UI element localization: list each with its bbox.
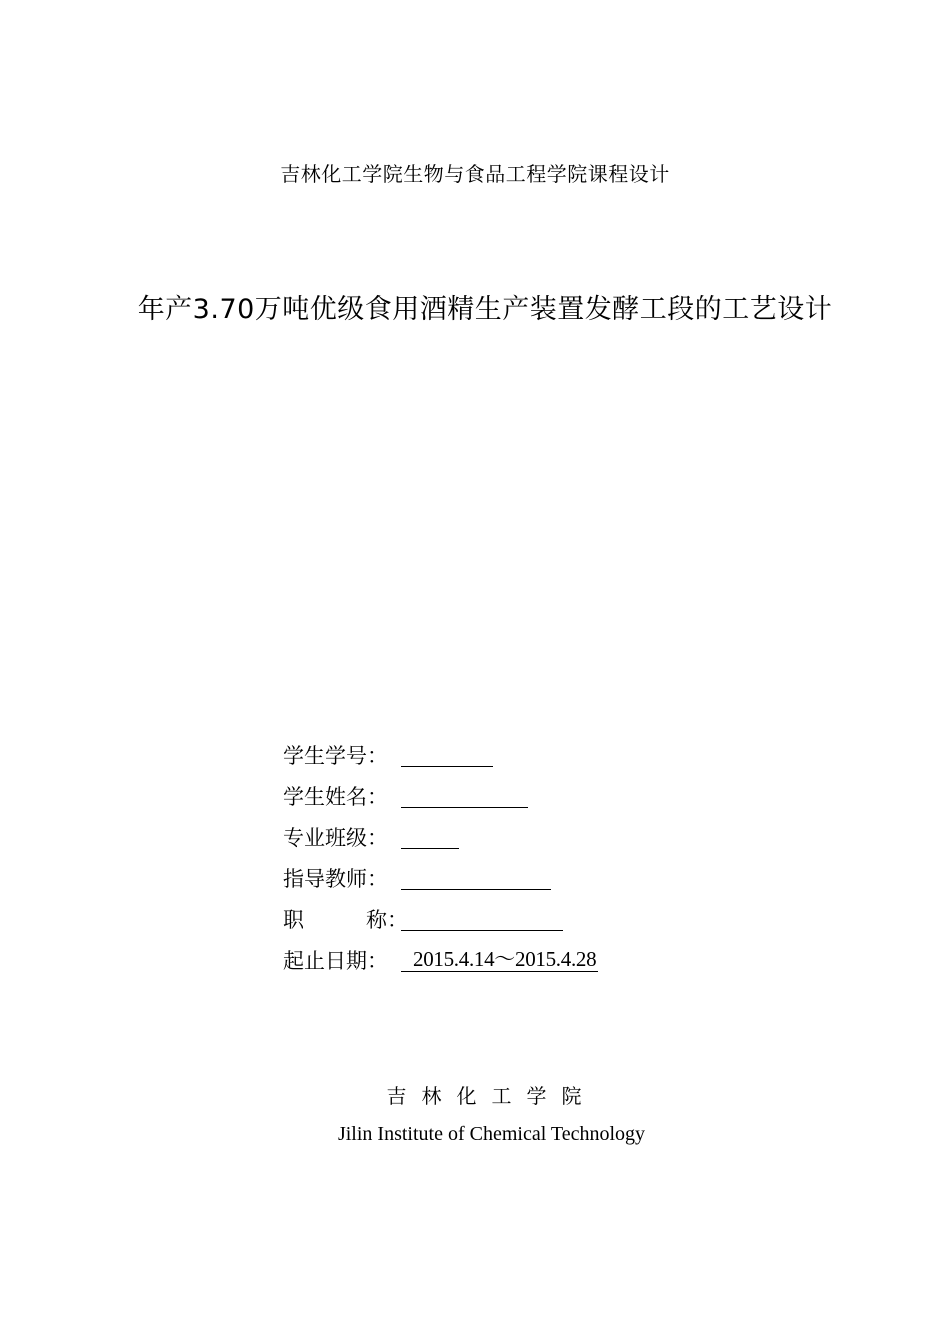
student-name-field [401,783,528,808]
school-name-chinese: 吉林化工学院 [386,1084,597,1108]
advisor-field [401,865,551,890]
date-range-row [283,939,783,980]
student-name-label: 学生姓名： [283,784,388,809]
date-range-label: 起止日期： [283,948,388,973]
job-title-label: 职 称 ： [283,907,408,932]
major-class-field [401,824,459,849]
advisor-label: 指导教师： [283,866,388,891]
advisor-row [283,857,783,898]
student-id-row [283,734,783,775]
major-class-row [283,816,783,857]
date-range-value: 2015.4.14～2015.4.28 [401,947,598,972]
student-id-field [401,742,493,767]
job-title-field [401,906,563,931]
student-name-row [283,775,783,816]
job-title-row [283,898,783,939]
student-info-block [283,734,783,980]
course-design-header: 吉林化工学院生物与食品工程学院课程设计 [280,162,670,186]
school-name-english: Jilin Institute of Chemical Technology [337,1123,646,1145]
major-class-label: 专业班级： [283,825,388,850]
document-title: 年产3.70万吨优级食用酒精生产装置发酵工段的工艺设计 [137,294,833,325]
student-id-label: 学生学号： [283,743,388,768]
